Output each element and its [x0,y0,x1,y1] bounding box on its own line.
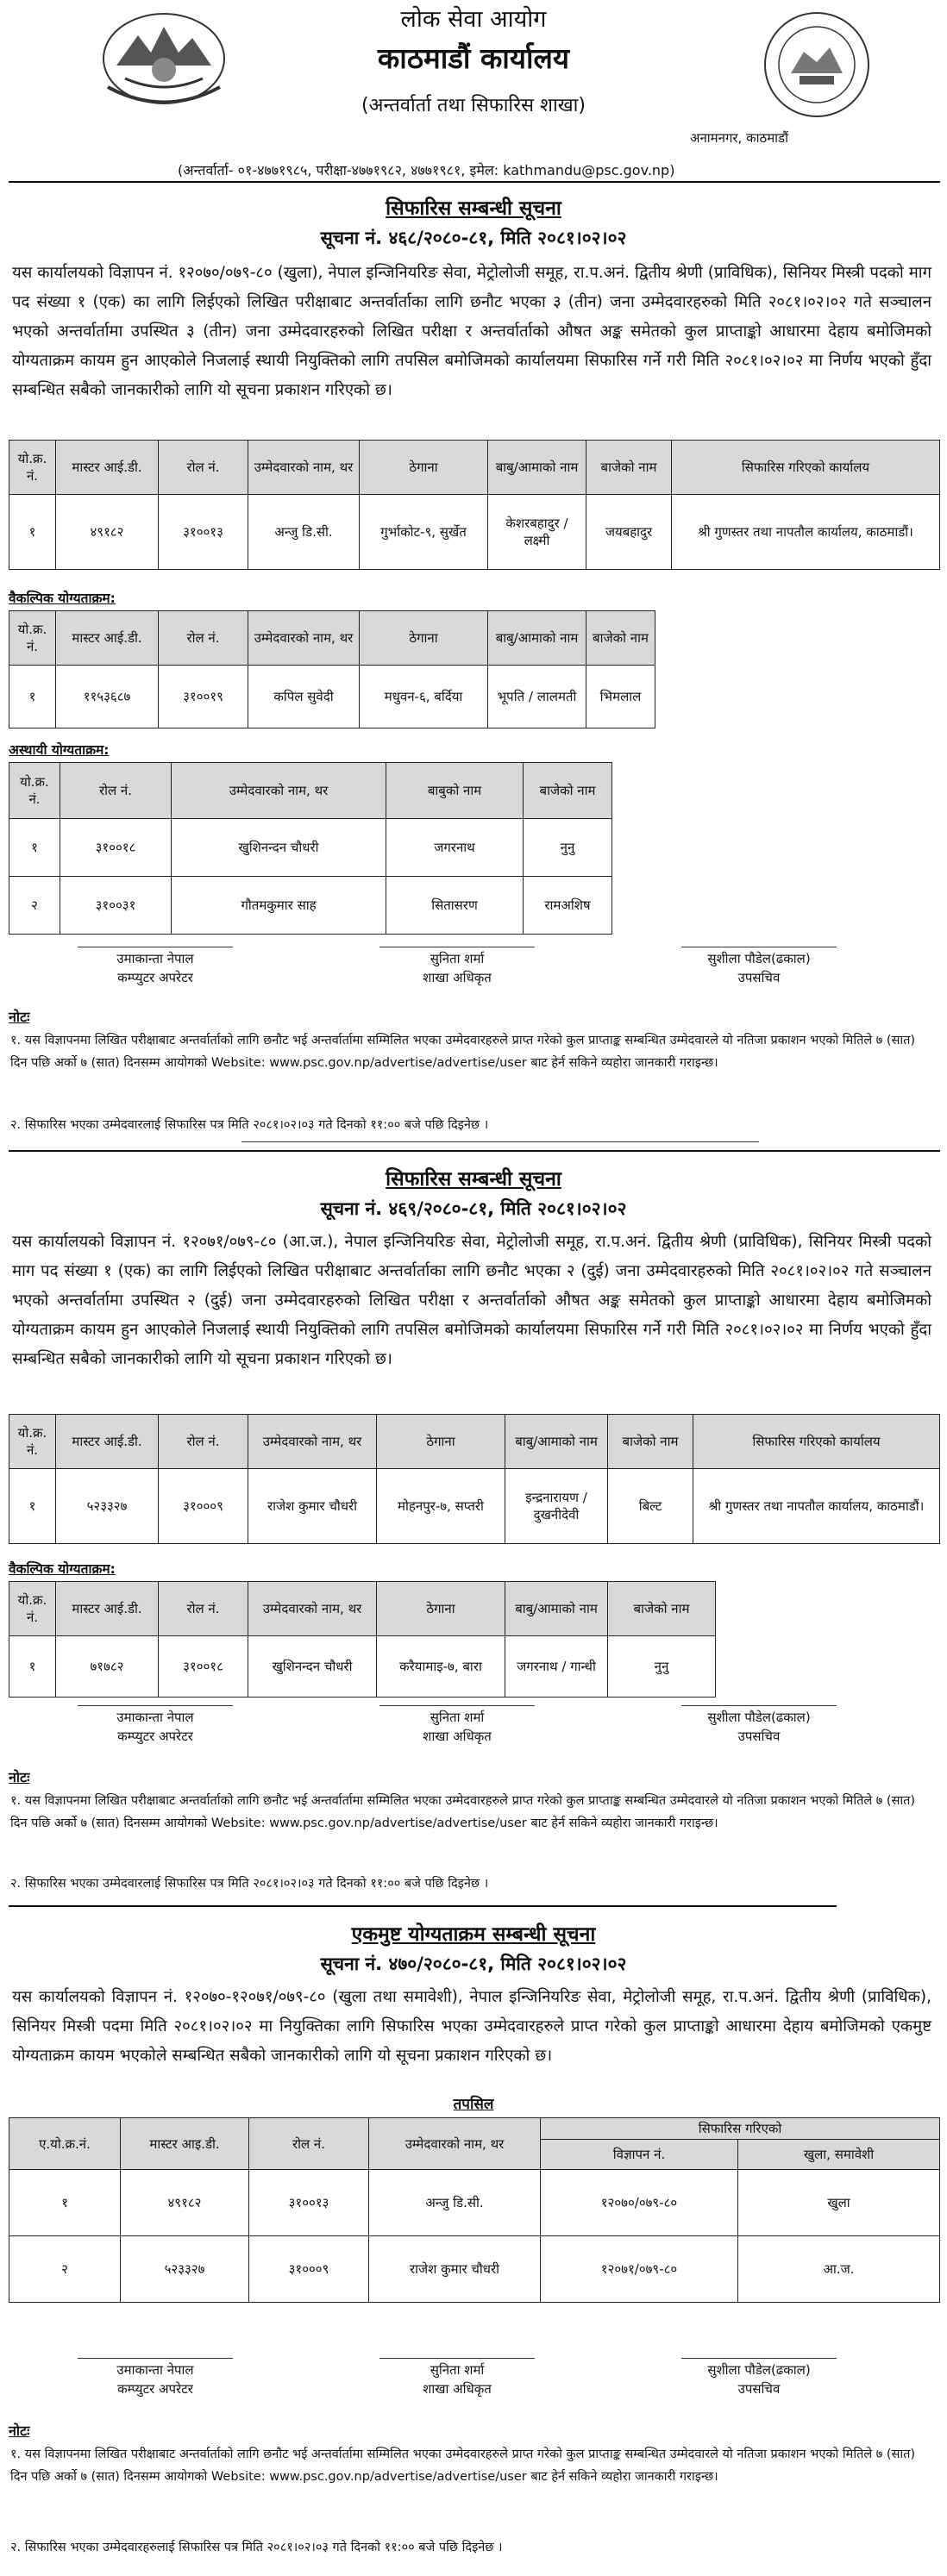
table-header-row [9,2118,940,2140]
table-header-row [9,611,655,666]
cell: नुनु [608,1636,716,1698]
cell: १ [9,666,56,728]
table-row [9,1469,940,1544]
cell: ३१०००९ [249,2236,369,2303]
col-header: बाबु/आमाको नाम [488,441,586,495]
notice2-paragraph: यस कार्यालयको विज्ञापन नं. १२०७१/०७९-८० (आ.ज.), नेपाल इन्जिनियरिङ सेवा, मेट्रोलोजी समूह, रा.प.अनं. द्वितीय श्रेणी (प्राविधिक), सिनियर मिस्त्री पदको माग पद संख्या १ (एक) का लागि लिईएको लिखित परीक्षाबाट अन्तर्वार्ताका लागि छनौट भएका २ (दुई) जना उम्मेदवारहरुको मिति २०८१।०२।०२ गते सञ्चालन भएको अन्तर्वार्तामा उपस्थित २ (दुई) जना उम्मेदवारहरुको लिखित परीक्षा र अन्तर्वार्ताको औषत अङ्क समेतको कुल प्राप्ताङ्को आधारमा देहाय बमोजिमको योग्यताक्रम कायम हुन आएकोले निजलाई स्थायी नियुक्तिको लागि तपसिल बमोजिमको कार्यालयमा सिफारिस गर्ने गरी मिति २०८१।०२।०२ मा निर्णय भएको हुँदा सम्बन्धित सबैको जानकारीको लागि यो सूचना प्रकाशन गरिएको छ। [12,1233,931,1368]
header-divider [9,181,940,183]
cell: १२०७०/०७९-८० [541,2170,738,2236]
section-divider [9,1150,940,1152]
cell: रामअशिष [524,877,612,935]
col-header: बाबु/आमाको नाम [505,1415,608,1469]
col-header: उम्मेदवारको नाम, थर [172,763,386,819]
col-header: बाबु/आमाको नाम [505,1582,608,1636]
cell: १ [9,495,56,570]
col-header: बाजेको नाम [524,763,612,819]
cell: गौतमकुमार साह [172,877,386,935]
cell: खुशिनन्दन चौधरी [172,819,386,877]
notes-heading: नोटः [9,1009,30,1025]
note-1: १. यस विज्ञापनमा लिखित परीक्षाबाट अन्तर्वार्ताको लागि छनौट भई अन्तर्वार्तामा सम्मिलित भएका उम्मेदवारहरुले प्राप्त गरेको कुल प्राप्ताङ्क सम्बन्धित उम्मेदवारले यो नतिजा प्रकाशन भएको मितिले ७ (सात) दिन पछि अर्को ७ (सात) दिनसम्म आयोगको Website: www.psc.gov.np/advertise/advertise/user बाट हेर्न सकिने व्यहोरा जानकारी गराइन्छ। [10,1034,916,1070]
col-header: ए.यो.क्र.नं. [9,2118,121,2170]
signature-under-secretary: सुशीला पौडेल(ढकाल) उपसचिव [681,1705,837,1746]
cell: जगरनाथ [386,819,524,877]
cell: इन्द्रनारायण / दुखनीदेवी [505,1469,608,1544]
alternate-merit-label: वैकल्पिक योग्यताक्रम: [9,591,116,606]
cell: ११५३६८७ [56,666,159,728]
table-header-row [9,441,940,495]
table-row [9,495,940,570]
col-header: रोल नं. [159,1415,248,1469]
col-header: उम्मेदवारको नाम, थर [248,1582,377,1636]
signature-section-officer: सुनिता शर्मा शाखा अधिकृत [379,947,535,987]
note-1: १. यस विज्ञापनमा लिखित परीक्षाबाट अन्तर्वार्ताको लागि छनौट भई अन्तर्वार्तामा सम्मिलित भएका उम्मेदवारहरुले प्राप्त गरेको कुल प्राप्ताङ्क सम्बन्धित उम्मेदवारले यो नतिजा प्रकाशन भएको मितिले ७ (सात) दिन पछि अर्को ७ (सात) दिनसम्म आयोगको Website: www.psc.gov.np/advertise/advertise/user बाट हेर्न सकिने व्यहोरा जानकारी गराइन्छ। [10,1794,916,1830]
cell: मोहनपुर-७, सप्तरी [377,1469,505,1544]
cell: २ [9,2236,121,2303]
table-row [9,2170,940,2236]
cell: केशरबहादुर / लक्ष्मी [488,495,586,570]
notice1-temporary-table [9,762,612,935]
note-2: २. सिफारिस भएका उम्मेदवारलाई सिफारिस पत्र मिति २०८१।०२।०३ गते दिनको ११:०० बजे पछि दिइनेछ । [10,1118,489,1132]
cell: मधुवन-६, बर्दिया [360,666,488,728]
cell: ३१००१८ [159,1636,248,1698]
cell: १ [9,819,60,877]
col-header: उम्मेदवारको नाम, थर [248,441,360,495]
cell: १ [9,1636,56,1698]
cell: कपिल सुवेदी [248,666,360,728]
note-2: २. सिफारिस भएका उम्मेदवारहरुलाई सिफारिस पत्र मिति २०८१।०२।०३ गते दिनको ११:०० बजे पछि दिइनेछ । [10,2541,503,2554]
table-header-row [9,1582,716,1636]
notice2-number: सूचना नं. ४६९/२०८०-८१, मिति २०८१।०२।०२ [320,1198,627,1219]
notice3-number: सूचना नं. ४७०/२०८०-८१, मिति २०८१।०२।०२ [320,1954,627,1974]
col-header: यो.क्र. नं. [9,763,60,819]
table-header-row [9,763,612,819]
col-subheader: खुला, समावेशी [738,2140,940,2170]
col-header: ठेगाना [377,1582,505,1636]
cell: खुला [738,2170,940,2236]
notice1-title: सिफारिस सम्बन्धी सूचना [386,197,561,220]
cell: १२०७१/०७९-८० [541,2236,738,2303]
notice1-alternate-table [9,610,655,728]
notice1-recommend-table [9,440,940,570]
notice3-paragraph: यस कार्यालयको विज्ञापन नं. १२०७०-१२०७१/०७९-८० (खुला तथा समावेशी), नेपाल इन्जिनियरिङ सेवा, मेट्रोलोजी समूह, रा.प.अनं. द्वितीय श्रेणी (प्राविधिक), सिनियर मिस्त्री पदमा मिति २०८१।०२।०२ मा नियुक्तिका लागि सिफारिस भएका उम्मेदवारहरुले प्राप्त गरेको कुल प्राप्ताङ्को आधारमा देहाय बमोजिमको एकमुष्ट योग्यताक्रम कायम भएकोले सम्बन्धित सबैको जानकारीको लागि यो सूचना प्रकाशन गरिएको छ। [12,1988,931,2065]
signature-under-secretary: सुशीला पौडेल(ढकाल) उपसचिव [681,947,837,987]
cell: जयबहादुर [586,495,672,570]
cell: ४९१८२ [121,2170,249,2236]
cell: ३१००१९ [159,666,248,728]
table-header-row [9,1415,940,1469]
cell: ३१०००९ [159,1469,248,1544]
signature-under-secretary: सुशीला पौडेल(ढकाल) उपसचिव [681,2358,837,2398]
alternate-merit-label: वैकल्पिक योग्यताक्रम: [9,1561,116,1577]
notes-heading: नोटः [9,2423,30,2439]
cell: २ [9,877,60,935]
notice1-paragraph: यस कार्यालयको विज्ञापन नं. १२०७०/०७९-८० (खुला), नेपाल इन्जिनियरिङ सेवा, मेट्रोलोजी समूह, रा.प.अनं. द्वितीय श्रेणी (प्राविधिक), सिनियर मिस्त्री पदको माग पद संख्या १ (एक) का लागि लिईएको लिखित परीक्षाबाट अन्तर्वार्ताका लागि छनौट भएका ३ (तीन) जना उम्मेदवारहरुको मिति २०८१।०२।०२ गते सञ्चालन भएको अन्तर्वार्तामा उपस्थित ३ (तीन) जना उम्मेदवारहरुको लिखित परीक्षा र अन्तर्वार्ताको औषत अङ्क समेतको कुल प्राप्ताङ्को आधारमा देहाय बमोजिमको योग्यताक्रम कायम हुन आएकोले निजलाई स्थायी नियुक्तिको लागि तपसिल बमोजिमको कार्यालयमा सिफारिस गर्ने गरी मिति २०८१।०२।०२ मा निर्णय भएको हुँदा सम्बन्धित सबैको जानकारीको लागि यो सूचना प्रकाशन गरिएको छ। [12,264,931,399]
cell: १ [9,1469,56,1544]
notice2-title: सिफारिस सम्बन्धी सूचना [386,1168,561,1191]
temporary-merit-label: अस्थायी योग्यताक्रम: [9,742,110,758]
section-divider [241,1141,759,1142]
cell: खुशिनन्दन चौधरी [248,1636,377,1698]
col-header: रोल नं. [159,441,248,495]
cell: आ.ज. [738,2236,940,2303]
col-header: ठेगाना [377,1415,505,1469]
col-header: ठेगाना [360,611,488,666]
cell: श्री गुणस्तर तथा नापतौल कार्यालय, काठमाडौं। [693,1469,940,1544]
col-header: रोल नं. [249,2118,369,2170]
col-subheader: विज्ञापन नं. [541,2140,738,2170]
cell: अन्जु डि.सी. [369,2170,541,2236]
col-header: मास्टर आई.डी. [56,441,159,495]
note-2: २. सिफारिस भएका उम्मेदवारलाई सिफारिस पत्र मिति २०८१।०२।०३ गते दिनको ११:०० बजे पछि दिइनेछ । [10,1877,489,1891]
col-header: उम्मेदवारको नाम, थर [369,2118,541,2170]
cell: गुर्भाकोट-९, सुर्खेत [360,495,488,570]
col-header: यो.क्र. नं. [9,441,56,495]
notes-heading: नोटः [9,1769,30,1785]
cell: ४९१८२ [56,495,159,570]
cell: ३१००१३ [159,495,248,570]
signature-computer-operator: उमाकान्ता नेपाल कम्प्युटर अपरेटर [78,2358,233,2398]
col-header: बाजेको नाम [608,1415,693,1469]
cell: ५२३३२७ [121,2236,249,2303]
col-header: मास्टर आई.डी. [56,611,159,666]
org-name: लोक सेवा आयोग [400,6,547,33]
cell: १ [9,2170,121,2236]
table-row [9,1636,716,1698]
col-header: बाजेको नाम [586,441,672,495]
col-header: मास्टर आई.डी. [56,1582,159,1636]
cell: करैयामाइ-७, बारा [377,1636,505,1698]
cell: राजेश कुमार चौधरी [248,1469,377,1544]
notice2-recommend-table [9,1414,940,1544]
signature-section-officer: सुनिता शर्मा शाखा अधिकृत [379,2358,535,2398]
cell: राजेश कुमार चौधरी [369,2236,541,2303]
col-header: सिफारिस गरिएको [541,2118,940,2140]
cell: ५२३३२७ [56,1469,159,1544]
col-header: बाबुको नाम [386,763,524,819]
note-1: १. यस विज्ञापनमा लिखित परीक्षाबाट अन्तर्वार्ताको लागि छनौट भई अन्तर्वार्तामा सम्मिलित भएका उम्मेदवारहरुले प्राप्त गरेको कुल प्राप्ताङ्क सम्बन्धित उम्मेदवारले यो नतिजा प्रकाशन भएको मितिले ७ (सात) दिन पछि अर्को ७ (सात) दिनसम्म आयोगको Website: www.psc.gov.np/advertise/advertise/user बाट हेर्न सकिने व्यहोरा जानकारी गराइन्छ। [10,2448,916,2484]
table-row [9,877,612,935]
cell: जगरनाथ / गान्धी [505,1636,608,1698]
col-header: उम्मेदवारको नाम, थर [248,1415,377,1469]
col-header: यो.क्र. नं. [9,1582,56,1636]
cell: अन्जु डि.सी. [248,495,360,570]
branch-name: (अन्तर्वार्ता तथा सिफारिस शाखा) [361,95,586,116]
tapsil-heading: तपसिल [453,2096,494,2113]
col-header: बाजेको नाम [586,611,655,666]
notice1-number: सूचना नं. ४६८/२०८०-८१, मिति २०८१।०२।०२ [320,228,627,248]
cell: सितासरण [386,877,524,935]
table-row [9,666,655,728]
cell: बिल्ट [608,1469,693,1544]
col-header: उम्मेदवारको नाम, थर [248,611,360,666]
section-divider [9,1905,837,1907]
col-header: यो.क्र. नं. [9,1415,56,1469]
office-address: अनामनगर, काठमाडौं [690,130,788,146]
signature-computer-operator: उमाकान्ता नेपाल कम्प्युटर अपरेटर [78,947,233,987]
col-header: मास्टर आई.डी. [56,1415,159,1469]
notice2-alternate-table [9,1581,716,1698]
cell: ३१००१८ [60,819,172,877]
col-header: बाजेको नाम [608,1582,716,1636]
col-header: रोल नं. [159,1582,248,1636]
signature-section-officer: सुनिता शर्मा शाखा अधिकृत [379,1705,535,1746]
col-header: बाबु/आमाको नाम [488,611,586,666]
signature-computer-operator: उमाकान्ता नेपाल कम्प्युटर अपरेटर [78,1705,233,1746]
cell: भिमलाल [586,666,655,728]
contact-line: (अन्तर्वार्ता- ०१-४७७१९८५, परीक्षा-४७७१९८२, ४७७१९८१, इमेल: kathmandu@psc.gov.np) [178,162,675,178]
col-header: रोल नं. [60,763,172,819]
col-header: यो.क्र. नं. [9,611,56,666]
col-header: सिफारिस गरिएको कार्यालय [693,1415,940,1469]
office-name: काठमाडौं कार्यालय [377,41,570,75]
table-row [9,2236,940,2303]
cell: नुनु [524,819,612,877]
cell: ७१७८२ [56,1636,159,1698]
col-header: रोल नं. [159,611,248,666]
cell: भूपति / लालमती [488,666,586,728]
cell: ३१००१३ [249,2170,369,2236]
col-header: ठेगाना [360,441,488,495]
col-header: सिफारिस गरिएको कार्यालय [672,441,940,495]
cell: ३१००३१ [60,877,172,935]
table-row [9,819,612,877]
notice3-merit-table [9,2117,940,2303]
notice3-title: एकमुष्ट योग्यताक्रम सम्बन्धी सूचना [351,1923,596,1946]
cell: श्री गुणस्तर तथा नापतौल कार्यालय, काठमाडौं। [672,495,940,570]
col-header: मास्टर आइ.डी. [121,2118,249,2170]
